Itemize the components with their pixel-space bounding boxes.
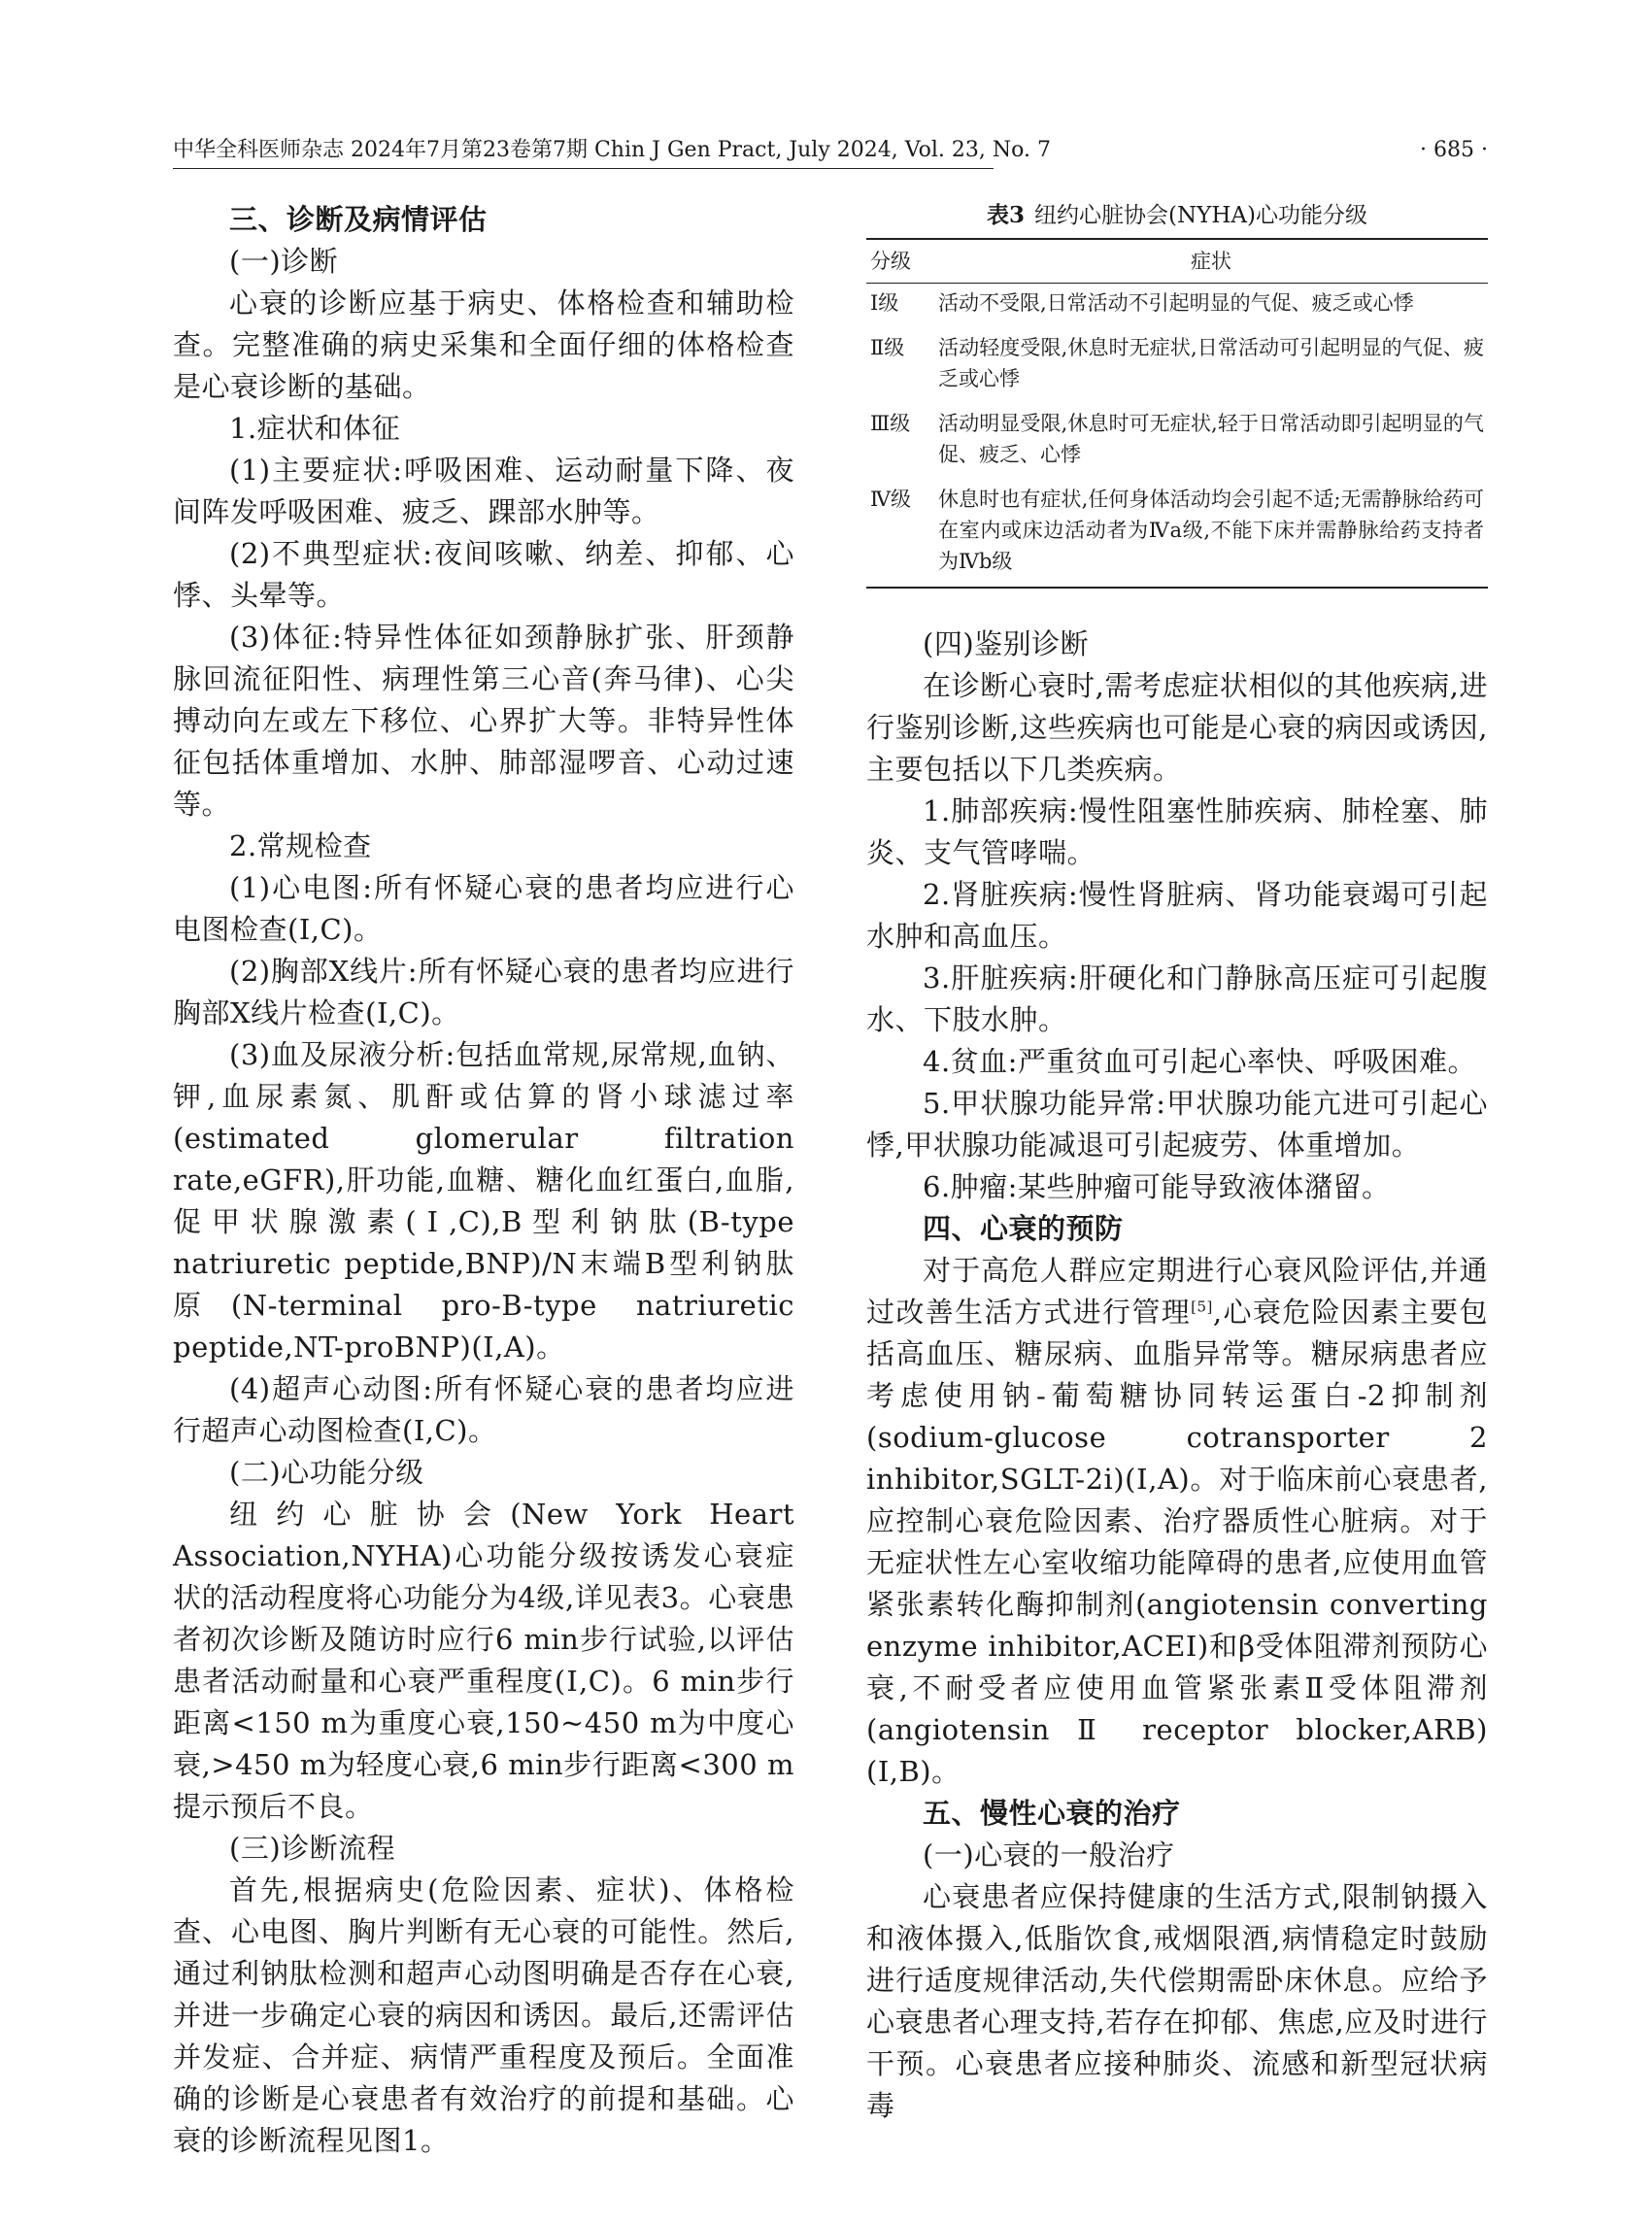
- symptom-cell: 休息时也有症状,任何身体活动均会引起不适;无需静脉给药可在室内或床边活动者为Ⅳa级,不能下床并需静脉给药支持者为Ⅳb级: [938, 488, 1484, 573]
- paragraph: (4)超声心动图:所有怀疑心衰的患者均应进行超声心动图检查(Ⅰ,C)。: [173, 1372, 794, 1447]
- paragraph: 5.甲状腺功能异常:甲状腺功能亢进可引起心悸,甲状腺功能减退可引起疲劳、体重增加。: [866, 1087, 1488, 1162]
- subsection-heading: (一)诊断: [229, 245, 339, 278]
- paragraph: 1.症状和体征: [229, 412, 401, 445]
- table-caption: [866, 199, 1488, 232]
- table-label: 表3: [987, 202, 1026, 228]
- paragraph: (3)血及尿液分析:包括血常规,尿常规,血钠、钾,血尿素氮、肌酐或估算的肾小球滤过率(estimated glomerular filtration rate,eGFR),肝功能,血糖、糖化血红蛋白,血脂,促甲状腺激素(Ⅰ,C),B型利钠肽(B-type natriuretic peptide,BNP)/N末端B型利钠肽原(N-terminal pro-B-type natriuretic peptide,NT-proBNP)(Ⅰ,A)。: [173, 1038, 794, 1364]
- paragraph: 纽约心脏协会(New York Heart Association,NYHA)心功能分级按诱发心衰症状的活动程度将心功能分为4级,详见表3。心衰患者初次诊断及随访时应行6 min步行试验,以评估患者活动耐量和心衰严重程度(Ⅰ,C)。6 min步行距离<150 m为重度心衰,150~450 m为中度心衰,>450 m为轻度心衰,6 min步行距离<300 m提示预后不良。: [173, 1498, 794, 1823]
- table-row: [866, 328, 1488, 404]
- section-heading: 五、慢性心衰的治疗: [923, 1797, 1181, 1830]
- citation-reference[interactable]: [5]: [1191, 1298, 1213, 1316]
- table-row: [866, 404, 1488, 480]
- subsection-heading: (三)诊断流程: [229, 1832, 396, 1865]
- paragraph: 4.贫血:严重贫血可引起心率快、呼吸困难。: [923, 1045, 1476, 1078]
- table-row: [866, 284, 1488, 329]
- nyha-table: [866, 238, 1488, 589]
- symptom-cell: 活动不受限,日常活动不引起明显的气促、疲乏或心悸: [938, 291, 1414, 315]
- journal-citation: 中华全科医师杂志 2024年7月第23卷第7期 Chin J Gen Pract, July 2024, Vol. 23, No. 7: [173, 138, 1051, 162]
- paragraph-text: ,心衰危险因素主要包括高血压、糖尿病、血脂异常等。糖尿病患者应考虑使用钠-葡萄糖协同转运蛋白-2抑制剂(sodium-glucose cotransporter 2 inhibitor,SGLT-2i)(Ⅰ,A)。对于临床前心衰患者,应控制心衰危险因素、治疗器质性心脏病。对于无症状性左心室收缩功能障碍的患者,应使用血管紧张素转化酶抑制剂(angiotensin converting enzyme inhibitor,ACEI)和β受体阻滞剂预防心衰,不耐受者应使用血管紧张素Ⅱ受体阻滞剂(angiotensin Ⅱ receptor blocker,ARB)(Ⅰ,B)。: [866, 1296, 1488, 1788]
- page-number: · 685 ·: [1420, 138, 1488, 162]
- grade-cell: Ⅰ级: [870, 291, 899, 315]
- paragraph: 6.肿瘤:某些肿瘤可能导致液体潴留。: [923, 1170, 1391, 1203]
- paragraph: (1)心电图:所有怀疑心衰的患者均应进行心电图检查(Ⅰ,C)。: [173, 871, 794, 946]
- paragraph: 首先,根据病史(危险因素、症状)、体格检查、心电图、胸片判断有无心衰的可能性。然后,通过利钠肽检测和超声心动图明确是否存在心衰,并进一步确定心衰的病因和诱因。最后,还需评估并发症、合并症、病情严重程度及预后。全面准确的诊断是心衰患者有效治疗的前提和基础。心衰的诊断流程见图1。: [173, 1873, 794, 2157]
- grade-cell: Ⅲ级: [870, 412, 911, 435]
- grade-cell: Ⅳ级: [870, 488, 911, 511]
- column-header: 症状: [1191, 250, 1231, 273]
- table-row: [866, 480, 1488, 588]
- paragraph: [866, 1250, 1488, 1793]
- paragraph: 2.肾脏疾病:慢性肾脏病、肾功能衰竭可引起水肿和高血压。: [866, 878, 1488, 953]
- paragraph: (3)体征:特异性体征如颈静脉扩张、肝颈静脉回流征阳性、病理性第三心音(奔马律)、心尖搏动向左或左下移位、心界扩大等。非特异性体征包括体重增加、水肿、肺部湿啰音、心动过速等。: [173, 621, 794, 821]
- header-rule: [173, 168, 994, 169]
- right-column: [866, 199, 1488, 2127]
- paragraph: 2.常规检查: [229, 829, 372, 862]
- paragraph: 心衰患者应保持健康的生活方式,限制钠摄入和液体摄入,低脂饮食,戒烟限酒,病情稳定时鼓励进行适度规律活动,失代偿期需卧床休息。应给予心衰患者心理支持,若存在抑郁、焦虑,应及时进行干预。心衰患者应接种肺炎、流感和新型冠状病毒: [866, 1880, 1488, 2122]
- table-header-row: [866, 239, 1488, 284]
- paragraph-text: 对于高危人群应定期进行心衰风险评估,并通过改善生活方式进行管理: [866, 1254, 1488, 1329]
- column-header: 分级: [870, 250, 911, 273]
- running-header: [173, 136, 1488, 175]
- paragraph: 3.肝脏疾病:肝硬化和门静脉高压症可引起腹水、下肢水肿。: [866, 961, 1488, 1036]
- paragraph: (1)主要症状:呼吸困难、运动耐量下降、夜间阵发呼吸困难、疲乏、踝部水肿等。: [173, 454, 794, 528]
- paragraph: 心衰的诊断应基于病史、体格检查和辅助检查。完整准确的病史采集和全面仔细的体格检查是心衰诊断的基础。: [173, 287, 794, 403]
- paragraph: (2)胸部X线片:所有怀疑心衰的患者均应进行胸部X线片检查(Ⅰ,C)。: [173, 955, 794, 1029]
- section-heading: 三、诊断及病情评估: [229, 203, 488, 236]
- symptom-cell: 活动轻度受限,休息时无症状,日常活动可引起明显的气促、疲乏或心悸: [938, 336, 1484, 390]
- grade-cell: Ⅱ级: [870, 336, 905, 359]
- paragraph: 1.肺部疾病:慢性阻塞性肺疾病、肺栓塞、肺炎、支气管哮喘。: [866, 794, 1488, 869]
- section-heading: 四、心衰的预防: [923, 1212, 1124, 1245]
- subsection-heading: (四)鉴别诊断: [923, 627, 1090, 660]
- table-title: 纽约心脏协会(NYHA)心功能分级: [1034, 203, 1367, 228]
- subsection-heading: (二)心功能分级: [229, 1456, 424, 1489]
- subsection-heading: (一)心衰的一般治疗: [923, 1838, 1175, 1871]
- paragraph: (2)不典型症状:夜间咳嗽、纳差、抑郁、心悸、头晕等。: [173, 537, 794, 612]
- symptom-cell: 活动明显受限,休息时可无症状,轻于日常活动即引起明显的气促、疲乏、心悸: [938, 412, 1484, 466]
- paragraph: 在诊断心衰时,需考虑症状相似的其他疾病,进行鉴别诊断,这些疾病也可能是心衰的病因或诱因,主要包括以下几类疾病。: [866, 669, 1488, 786]
- left-column: [173, 199, 794, 2162]
